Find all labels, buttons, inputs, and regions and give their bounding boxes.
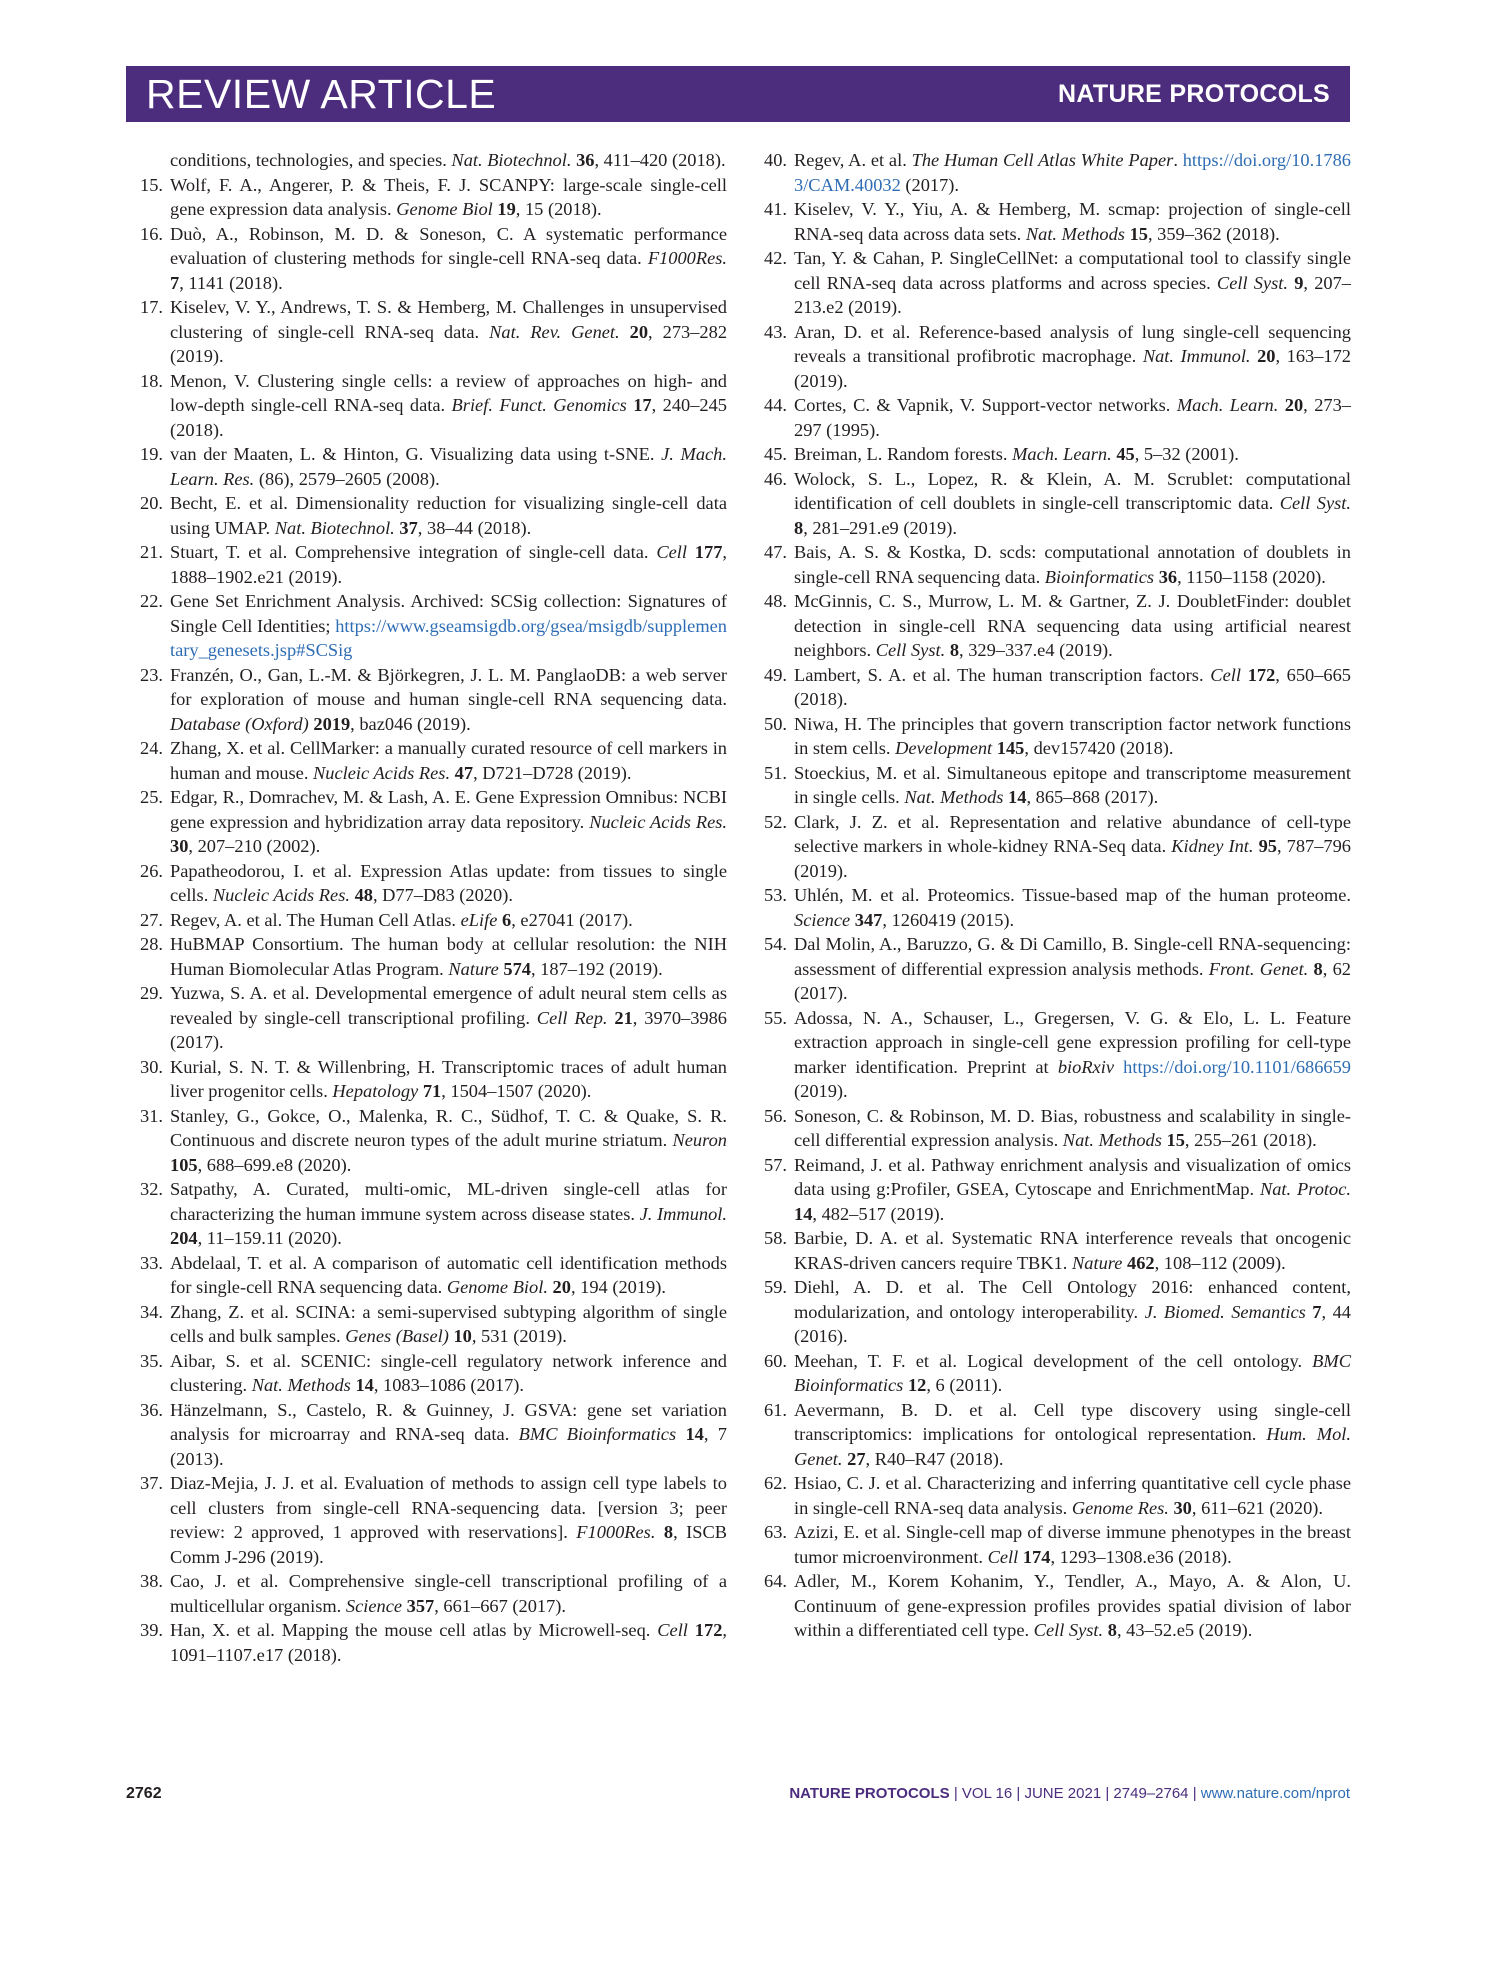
reference-link[interactable]: https://doi.org/10.1101/686659 xyxy=(1123,1056,1351,1077)
reference-item xyxy=(757,589,1351,663)
reference-item xyxy=(757,1349,1351,1398)
reference-number: 27. xyxy=(140,909,163,930)
journal-label: NATURE PROTOCOLS xyxy=(1058,79,1330,108)
page-number: 2762 xyxy=(126,1785,162,1802)
reference-text: Cortes, C. & Vapnik, V. Support-vector networks. Mach. Learn. 20, 273–297 (1995). xyxy=(794,395,1352,440)
footer-separator: | xyxy=(1016,1785,1021,1802)
reference-item xyxy=(133,736,727,785)
reference-link[interactable]: https://www.gseamsigdb.org/gsea/msigdb/supplementary_genesets.jsp#SCSig xyxy=(170,615,727,660)
reference-number: 26. xyxy=(140,860,163,881)
reference-item xyxy=(133,1104,727,1178)
reference-number: 52. xyxy=(764,811,787,832)
reference-item xyxy=(757,1471,1351,1520)
reference-number: 25. xyxy=(140,787,163,807)
reference-text: Stanley, G., Gokce, O., Malenka, R. C., Südhof, T. C. & Quake, S. R. Continuous and discrete neuron types of the adult murine striatum. Neuron 105, 688–699.e8 (2020). xyxy=(170,1105,727,1175)
reference-number: 58. xyxy=(764,1228,787,1248)
footer-date: JUNE 2021 xyxy=(1024,1785,1102,1802)
reference-number: 38. xyxy=(140,1571,163,1591)
reference-item xyxy=(757,320,1351,394)
reference-number: 46. xyxy=(764,468,787,489)
reference-item xyxy=(757,1569,1351,1643)
reference-text: Adler, M., Korem Kohanim, Y., Tendler, A., Mayo, A. & Alon, U. Continuum of gene-expression profiles provides spatial division of labor within a differentiated cell type. Cell Syst. 8, 43–52.e5 (2019). xyxy=(794,1571,1351,1640)
reference-text: conditions, technologies, and species. Nat. Biotechnol. 36, 411–420 (2018). xyxy=(170,150,726,170)
reference-text: Zhang, X. et al. CellMarker: a manually curated resource of cell markers in human and mouse. Nucleic Acids Res. 47, D721–D728 (2019). xyxy=(170,738,727,783)
reference-text: Duò, A., Robinson, M. D. & Soneson, C. A systematic performance evaluation of clustering methods for single-cell RNA-seq data. F1000Res. 7, 1141 (2018). xyxy=(170,223,727,293)
reference-number: 64. xyxy=(764,1571,787,1591)
section-label: REVIEW ARTICLE xyxy=(146,70,497,117)
reference-item xyxy=(757,810,1351,884)
reference-number: 54. xyxy=(764,934,787,954)
reference-number: 51. xyxy=(764,762,787,783)
reference-text: Adossa, N. A., Schauser, L., Gregersen, V. G. & Elo, L. L. Feature extraction approach in single-cell gene expression profiling for cell-type marker identification. Preprint at bioRxiv https://doi.org/10.1101/686659 (2019). xyxy=(794,1007,1351,1101)
reference-item xyxy=(133,540,727,589)
reference-number: 44. xyxy=(764,395,787,415)
reference-text: McGinnis, C. S., Murrow, L. M. & Gartner, Z. J. DoubletFinder: doublet detection in single-cell RNA sequencing data using artificial nearest neighbors. Cell Syst. 8, 329–337.e4 (2019). xyxy=(794,591,1351,660)
reference-number: 50. xyxy=(764,713,787,734)
reference-number: 34. xyxy=(140,1301,163,1322)
reference-item xyxy=(757,540,1351,589)
reference-item xyxy=(757,197,1351,246)
reference-text: Tan, Y. & Cahan, P. SingleCellNet: a computational tool to classify single cell RNA-seq data across platforms and across species. Cell Syst. 9, 207–213.e2 (2019). xyxy=(794,248,1351,317)
page-footer xyxy=(126,1785,1350,1809)
reference-number: 29. xyxy=(140,983,163,1003)
reference-text: Gene Set Enrichment Analysis. Archived: SCSig collection: Signatures of Single Cell Identities; https://www.gseamsigdb.org/gsea/msigdb/supplementary_genesets.jsp#SCSig xyxy=(170,591,727,660)
reference-item xyxy=(133,981,727,1055)
reference-item xyxy=(133,932,727,981)
reference-number: 53. xyxy=(764,885,787,905)
reference-item xyxy=(133,1300,727,1349)
reference-item xyxy=(133,1569,727,1618)
reference-item xyxy=(757,761,1351,810)
reference-item xyxy=(757,932,1351,1006)
reference-number: 41. xyxy=(764,199,787,219)
reference-number: 56. xyxy=(764,1105,787,1126)
reference-number: 18. xyxy=(140,370,163,391)
reference-item xyxy=(757,712,1351,761)
reference-number: 15. xyxy=(140,174,163,195)
reference-number: 62. xyxy=(764,1473,787,1493)
reference-number: 33. xyxy=(140,1252,163,1273)
reference-text: Reimand, J. et al. Pathway enrichment analysis and visualization of omics data using g:Profiler, GSEA, Cytoscape and EnrichmentMap. Nat. Protoc. 14, 482–517 (2019). xyxy=(794,1154,1351,1224)
reference-item xyxy=(757,663,1351,712)
footer-volume: VOL 16 xyxy=(961,1785,1013,1802)
reference-text: Azizi, E. et al. Single-cell map of diverse immune phenotypes in the breast tumor microenvironment. Cell 174, 1293–1308.e36 (2018). xyxy=(794,1522,1351,1567)
footer-pages: 2749–2764 xyxy=(1113,1785,1189,1802)
reference-item xyxy=(133,442,727,491)
reference-text: Regev, A. et al. The Human Cell Atlas. eLife 6, e27041 (2017). xyxy=(170,909,633,930)
reference-text: Soneson, C. & Robinson, M. D. Bias, robustness and scalability in single-cell differential expression analysis. Nat. Methods 15, 255–261 (2018). xyxy=(794,1105,1351,1150)
reference-text: Breiman, L. Random forests. Mach. Learn. 45, 5–32 (2001). xyxy=(794,444,1239,464)
reference-text: Menon, V. Clustering single cells: a review of approaches on high- and low-depth single-cell RNA-seq data. Brief. Funct. Genomics 17, 240–245 (2018). xyxy=(170,370,727,440)
reference-text: Wolock, S. L., Lopez, R. & Klein, A. M. Scrublet: computational identification of cell doublets in single-cell transcriptomic data. Cell Syst. 8, 281–291.e9 (2019). xyxy=(794,468,1351,538)
reference-number: 31. xyxy=(140,1105,163,1126)
reference-text: Wolf, F. A., Angerer, P. & Theis, F. J. SCANPY: large-scale single-cell gene expression data analysis. Genome Biol 19, 15 (2018). xyxy=(170,174,727,219)
reference-item xyxy=(757,1398,1351,1472)
reference-number: 19. xyxy=(140,444,163,464)
footer-website-link[interactable]: www.nature.com/nprot xyxy=(1200,1785,1350,1802)
reference-number: 23. xyxy=(140,664,163,685)
reference-link[interactable]: https://doi.org/10.17863/CAM.40032 xyxy=(794,150,1351,195)
reference-number: 32. xyxy=(140,1179,163,1199)
reference-item xyxy=(133,663,727,737)
reference-text: Han, X. et al. Mapping the mouse cell atlas by Microwell-seq. Cell 172, 1091–1107.e17 (2018). xyxy=(170,1620,727,1665)
references-right-column xyxy=(757,148,1351,1643)
reference-number: 39. xyxy=(140,1620,163,1640)
footer-separator: | xyxy=(1192,1785,1197,1802)
reference-number: 30. xyxy=(140,1056,163,1077)
reference-item xyxy=(133,295,727,369)
reference-item xyxy=(133,222,727,296)
reference-number: 42. xyxy=(764,248,787,268)
reference-number: 37. xyxy=(140,1473,163,1493)
references-left-column xyxy=(133,148,727,1667)
reference-item xyxy=(757,1520,1351,1569)
reference-text: van der Maaten, L. & Hinton, G. Visualizing data using t-SNE. J. Mach. Learn. Res. (86), 2579–2605 (2008). xyxy=(170,444,727,489)
reference-text: Uhlén, M. et al. Proteomics. Tissue-based map of the human proteome. Science 347, 1260419 (2015). xyxy=(794,885,1351,930)
footer-separator: | xyxy=(953,1785,958,1802)
reference-number: 40. xyxy=(764,150,787,170)
reference-item xyxy=(133,369,727,443)
reference-text: Lambert, S. A. et al. The human transcription factors. Cell 172, 650–665 (2018). xyxy=(794,664,1352,709)
reference-item xyxy=(757,1104,1351,1153)
reference-item xyxy=(757,1226,1351,1275)
reference-text: Barbie, D. A. et al. Systematic RNA interference reveals that oncogenic KRAS-driven cancers require TBK1. Nature 462, 108–112 (2009). xyxy=(794,1228,1351,1273)
reference-number: 49. xyxy=(764,664,787,685)
reference-text: Aibar, S. et al. SCENIC: single-cell regulatory network inference and clustering. Nat. Methods 14, 1083–1086 (2017). xyxy=(170,1350,727,1395)
reference-number: 48. xyxy=(764,591,787,611)
footer-citation xyxy=(789,1785,1350,1802)
reference-item xyxy=(757,442,1351,467)
reference-number: 45. xyxy=(764,444,787,464)
reference-number: 17. xyxy=(140,297,163,317)
reference-number: 43. xyxy=(764,321,787,342)
reference-text: Kurial, S. N. T. & Willenbring, H. Transcriptomic traces of adult human liver progenitor cells. Hepatology 71, 1504–1507 (2020). xyxy=(170,1056,727,1101)
reference-text: Dal Molin, A., Baruzzo, G. & Di Camillo, B. Single-cell RNA-sequencing: assessment of differential expression analysis methods. Front. Genet. 8, 62 (2017). xyxy=(794,934,1351,1003)
reference-item xyxy=(757,393,1351,442)
reference-text: Franzén, O., Gan, L.-M. & Björkegren, J. L. M. PanglaoDB: a web server for exploration of mouse and human single-cell RNA sequencing data. Database (Oxford) 2019, baz046 (2019). xyxy=(170,664,727,734)
reference-item xyxy=(133,173,727,222)
reference-number: 57. xyxy=(764,1154,787,1175)
reference-item xyxy=(757,467,1351,541)
reference-number: 21. xyxy=(140,542,163,562)
reference-text: Bais, A. S. & Kostka, D. scds: computational annotation of doublets in single-cell RNA sequencing data. Bioinformatics 36, 1150–1158 (2020). xyxy=(794,542,1351,587)
reference-item xyxy=(133,1177,727,1251)
reference-item xyxy=(757,148,1351,197)
reference-item xyxy=(133,1618,727,1667)
reference-number: 55. xyxy=(764,1007,787,1028)
reference-text: Kiselev, V. Y., Yiu, A. & Hemberg, M. scmap: projection of single-cell RNA-seq data across data sets. Nat. Methods 15, 359–362 (2018). xyxy=(794,199,1351,244)
reference-text: Stuart, T. et al. Comprehensive integration of single-cell data. Cell 177, 1888–1902.e21 (2019). xyxy=(170,542,727,587)
reference-number: 60. xyxy=(764,1350,787,1371)
reference-item xyxy=(757,1006,1351,1104)
reference-text: Meehan, T. F. et al. Logical development of the cell ontology. BMC Bioinformatics 12, 6 (2011). xyxy=(794,1350,1351,1395)
reference-number: 20. xyxy=(140,493,163,513)
reference-item xyxy=(757,1153,1351,1227)
header-banner xyxy=(126,66,1350,122)
reference-number: 47. xyxy=(764,542,787,562)
reference-text: Regev, A. et al. The Human Cell Atlas White Paper. https://doi.org/10.17863/CAM.40032 (2017). xyxy=(794,150,1351,195)
reference-item xyxy=(757,1275,1351,1349)
reference-text: Clark, J. Z. et al. Representation and relative abundance of cell-type selective markers in whole-kidney RNA-Seq data. Kidney Int. 95, 787–796 (2019). xyxy=(794,811,1352,881)
reference-number: 24. xyxy=(140,738,163,758)
reference-item xyxy=(133,908,727,933)
reference-number: 35. xyxy=(140,1350,163,1371)
reference-item xyxy=(133,859,727,908)
reference-number: 28. xyxy=(140,934,163,954)
reference-item xyxy=(133,1471,727,1569)
reference-item xyxy=(757,883,1351,932)
reference-number: 22. xyxy=(140,591,163,611)
reference-text: Abdelaal, T. et al. A comparison of automatic cell identification methods for single-cell RNA sequencing data. Genome Biol. 20, 194 (2019). xyxy=(170,1252,727,1297)
reference-text: Kiselev, V. Y., Andrews, T. S. & Hemberg, M. Challenges in unsupervised clustering of single-cell RNA-seq data. Nat. Rev. Genet. 20, 273–282 (2019). xyxy=(170,297,728,366)
reference-item xyxy=(133,1251,727,1300)
reference-text: Becht, E. et al. Dimensionality reduction for visualizing single-cell data using UMAP. Nat. Biotechnol. 37, 38–44 (2018). xyxy=(170,493,727,538)
reference-number: 59. xyxy=(764,1277,787,1297)
reference-text: Papatheodorou, I. et al. Expression Atlas update: from tissues to single cells. Nucleic Acids Res. 48, D77–D83 (2020). xyxy=(170,860,727,905)
footer-journal: NATURE PROTOCOLS xyxy=(789,1785,950,1802)
reference-number: 63. xyxy=(764,1522,787,1542)
reference-text: Aevermann, B. D. et al. Cell type discovery using single-cell transcriptomics: implications for ontological representation. Hum. Mol. Genet. 27, R40–R47 (2018). xyxy=(794,1399,1351,1469)
reference-text: Stoeckius, M. et al. Simultaneous epitope and transcriptome measurement in single cells. Nat. Methods 14, 865–868 (2017). xyxy=(794,762,1351,807)
reference-text: Aran, D. et al. Reference-based analysis of lung single-cell sequencing reveals a transitional profibrotic macrophage. Nat. Immunol. 20, 163–172 (2019). xyxy=(794,321,1351,391)
reference-number: 61. xyxy=(764,1399,787,1420)
reference-text: Diehl, A. D. et al. The Cell Ontology 2016: enhanced content, modularization, and ontology interoperability. J. Biomed. Semantics 7, 44 (2016). xyxy=(794,1277,1351,1346)
reference-item xyxy=(757,246,1351,320)
reference-item xyxy=(133,785,727,859)
reference-text: Hsiao, C. J. et al. Characterizing and inferring quantitative cell cycle phase in single-cell RNA-seq data analysis. Genome Res. 30, 611–621 (2020). xyxy=(794,1473,1351,1518)
reference-text: Niwa, H. The principles that govern transcription factor network functions in stem cells. Development 145, dev157420 (2018). xyxy=(794,713,1351,758)
footer-separator: | xyxy=(1105,1785,1110,1802)
reference-item xyxy=(133,148,727,173)
reference-number: 16. xyxy=(140,223,163,244)
reference-text: Yuzwa, S. A. et al. Developmental emergence of adult neural stem cells as revealed by single-cell transcriptional profiling. Cell Rep. 21, 3970–3986 (2017). xyxy=(170,983,728,1052)
reference-text: Hänzelmann, S., Castelo, R. & Guinney, J. GSVA: gene set variation analysis for microarray and RNA-seq data. BMC Bioinformatics 14, 7 (2013). xyxy=(170,1399,727,1469)
reference-text: Satpathy, A. Curated, multi-omic, ML-driven single-cell atlas for characterizing the human immune system across disease states. J. Immunol. 204, 11–159.11 (2020). xyxy=(170,1179,727,1248)
reference-text: Edgar, R., Domrachev, M. & Lash, A. E. Gene Expression Omnibus: NCBI gene expression and hybridization array data repository. Nucleic Acids Res. 30, 207–210 (2002). xyxy=(170,787,727,856)
reference-text: Cao, J. et al. Comprehensive single-cell transcriptional profiling of a multicellular organism. Science 357, 661–667 (2017). xyxy=(170,1571,727,1616)
reference-item xyxy=(133,1055,727,1104)
reference-text: Zhang, Z. et al. SCINA: a semi-supervised subtyping algorithm of single cells and bulk samples. Genes (Basel) 10, 531 (2019). xyxy=(170,1301,727,1346)
reference-text: HuBMAP Consortium. The human body at cellular resolution: the NIH Human Biomolecular Atlas Program. Nature 574, 187–192 (2019). xyxy=(170,934,727,979)
reference-item xyxy=(133,589,727,663)
reference-item xyxy=(133,1398,727,1472)
reference-item xyxy=(133,1349,727,1398)
reference-text: Diaz-Mejia, J. J. et al. Evaluation of methods to assign cell type labels to cell clusters from single-cell RNA-sequencing data. [version 3; peer review: 2 approved, 1 approved with reservations]. F1000Res. 8, ISCB Comm J-296 (2019). xyxy=(170,1473,727,1567)
reference-item xyxy=(133,491,727,540)
reference-number: 36. xyxy=(140,1399,163,1420)
